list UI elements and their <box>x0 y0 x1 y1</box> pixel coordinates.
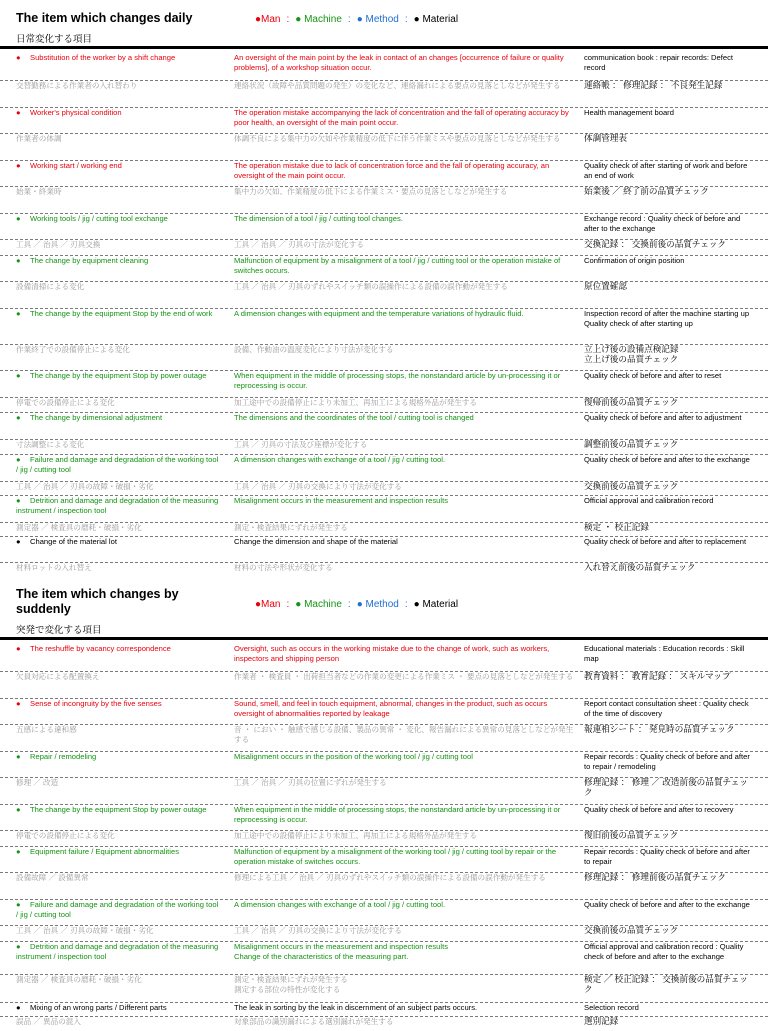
record-text: Quality check of before and after to replacement <box>584 537 747 546</box>
effect-text: 材料の寸法や形状が変化する <box>234 563 333 572</box>
cause-cell <box>16 482 221 492</box>
record-text: 体調管理表 <box>584 133 627 143</box>
bullet-icon: ● <box>16 699 21 708</box>
record-text: Quality check of before and after to the exchange <box>584 900 750 909</box>
cause-cell <box>16 725 221 735</box>
table-row <box>0 370 768 396</box>
table-row-japanese <box>0 777 768 803</box>
record-text: 検定 ・ 校正記録 <box>584 522 649 532</box>
cause-text: 欠員対応による配置換え <box>16 672 100 681</box>
legend-item: ● Material <box>413 599 459 610</box>
section-subtitle: 突発で変化する項目 <box>16 625 102 636</box>
cause-cell <box>16 214 221 224</box>
record-text: communication book : repair records: Defect record <box>584 53 733 72</box>
cause-cell <box>16 563 221 573</box>
legend-item: ● Machine <box>295 599 342 610</box>
bullet-icon: ● <box>16 496 21 505</box>
cause-text: The change by equipment cleaning <box>30 256 149 265</box>
table-row-japanese <box>0 925 768 940</box>
cause-cell <box>16 831 221 841</box>
effect-text: 連絡状況（故障や品質問題の発生）の変化など、連絡漏れによる要点の見落としなどが発生する <box>234 81 561 90</box>
cause-cell <box>16 975 221 985</box>
cause-cell <box>16 440 221 450</box>
table-row <box>0 804 768 830</box>
effect-text: 作業者 ・ 検査員 ・ 出荷担当者などの作業の変更による作業ミス ・ 要点の見落としなどが発生する <box>234 672 574 681</box>
table-row-japanese <box>0 974 768 1000</box>
record-text: Health management board <box>584 108 674 117</box>
cause-cell <box>16 537 221 547</box>
table-row <box>0 454 768 480</box>
effect-text: 工具 ／ 治具 ／ 刃具のずれやスイッチ類の誤操作による設備の誤作動が発生する <box>234 282 508 291</box>
cause-cell <box>16 81 221 91</box>
cause-cell <box>16 309 221 319</box>
bullet-icon: ● <box>16 805 21 814</box>
effect-text: The dimension of a tool / jig / cutting tool changes. <box>234 214 403 223</box>
record-text: 交換前後の品質チェック <box>584 481 679 491</box>
table-row <box>0 160 768 186</box>
cause-cell <box>16 53 221 63</box>
effect-text: The leak in sorting by the leak in discernment of an subject parts occurs. <box>234 1003 478 1012</box>
record-text: 始業後 ／ 終了前の品質チェック <box>584 186 709 196</box>
cause-text: Mixing of an wrong parts / Different parts <box>30 1003 167 1012</box>
record-text: Quality check of before and after to the exchange <box>584 455 750 464</box>
cause-cell <box>16 187 221 197</box>
cause-text: Detrition and damage and degradation of the measuring instrument / inspection tool <box>16 942 219 961</box>
record-text: Official approval and calibration record : Quality check of before and after to the exchange <box>584 942 744 961</box>
cause-cell <box>16 1003 221 1013</box>
cause-text: The reshuffle by vacancy correspondence <box>30 644 171 653</box>
cause-text: 停電での設備停止による変化 <box>16 831 115 840</box>
record-text: 調整前後の品質チェック <box>584 439 679 449</box>
legend-item: : <box>286 14 290 25</box>
effect-text: 音 ・ におい ・ 触感で感じる設備、製品の異常 ・ 変化、報告漏れによる異常の見落としなどが発生する <box>234 725 574 744</box>
record-text: Selection record <box>584 1003 639 1012</box>
effect-text: Oversight, such as occurs in the working mistake due to the change of work, such as workers, inspectors and shipping person <box>234 644 550 663</box>
effect-text: 設備、作動油の温度変化により寸法が変化する <box>234 345 394 354</box>
cause-text: 工具 ／ 治具 ／ 刃具の故障・破損・劣化 <box>16 482 154 491</box>
bullet-icon: ● <box>16 455 21 464</box>
bullet-icon: ● <box>16 644 21 653</box>
cause-text: Worker's physical condition <box>30 108 122 117</box>
cause-cell <box>16 942 221 961</box>
record-text: Confirmation of origin position <box>584 256 685 265</box>
record-text: Quality check of before and after to reset <box>584 371 722 380</box>
cause-cell <box>16 134 221 144</box>
cause-text: 寸法調整による変化 <box>16 440 85 449</box>
effect-text: 体調不良による集中力の欠如や作業精度の低下に伴う作業ミスや要点の見落としなどが発生する <box>234 134 561 143</box>
record-text: 原位置確認 <box>584 281 627 291</box>
cause-text: 始業・終業時 <box>16 187 62 196</box>
record-text: 立上げ後の設備点検記録 立上げ後の品質チェック <box>584 344 679 364</box>
record-text: 教育資料 ： 教育記録 ： スキルマップ <box>584 671 731 681</box>
legend-item: ●Man <box>255 14 281 25</box>
table-row-japanese <box>0 239 768 254</box>
effect-text: 修理による工具 ／ 治具 ／ 刃具のずれやスイッチ類の誤操作による設備の誤作動が発生する <box>234 873 546 882</box>
record-text: 復旧前後の品質チェック <box>584 830 679 840</box>
record-text: 交換前後の品質チェック <box>584 925 679 935</box>
table-row <box>0 846 768 872</box>
section-title: The item which changes daily <box>16 11 193 25</box>
table-row-japanese <box>0 133 768 159</box>
effect-text: Misalignment occurs in the position of the working tool / jig / cutting tool <box>234 752 473 761</box>
record-text: 修理記録 ： 修理前後の品質チェック <box>584 872 727 882</box>
effect-text: The dimensions and the coordinates of the tool / cutting tool is changed <box>234 413 474 422</box>
effect-text: When equipment in the middle of processing stops, the nonstandard article by un-processing it or reprocessing is occur. <box>234 371 561 390</box>
cause-cell <box>16 847 221 857</box>
record-text: Report contact consultation sheet : Quality check of the time of discovery <box>584 699 749 718</box>
cause-text: 修理 ／ 改造 <box>16 778 59 787</box>
table-row <box>0 412 768 438</box>
effect-text: 対象部品の識別漏れによる選別漏れが発生する <box>234 1017 394 1026</box>
cause-text: 停電での設備停止による変化 <box>16 398 115 407</box>
effect-text: 加工途中での設備停止により未加工、再加工による規格外品が発生する <box>234 398 477 407</box>
cause-text: 工具 ／ 治具 ／ 刃具の故障・破損・劣化 <box>16 926 154 935</box>
table-row-japanese <box>0 186 768 212</box>
bullet-icon: ● <box>16 847 21 856</box>
cause-text: 交替勤務による作業者の入れ替わり <box>16 81 138 90</box>
record-text: 交換記録 ： 交換前後の品質チェック <box>584 239 727 249</box>
table-row-japanese <box>0 872 768 898</box>
cause-cell <box>16 371 221 381</box>
effect-text: The operation mistake accompanying the lack of concentration and the fall of operating accuracy by poor health, an oversight of the main point occur. <box>234 108 569 127</box>
effect-text: 工具 ／ 治具 ／ 刃具の寸法が変化する <box>234 240 364 249</box>
section-subtitle-bar <box>0 623 768 640</box>
cause-text: Equipment failure / Equipment abnormalities <box>30 847 180 856</box>
legend-item: : <box>347 14 351 25</box>
table-row-japanese <box>0 397 768 412</box>
record-text: 修理記録 ： 修理 ／ 改造前後の品質チェック <box>584 777 748 797</box>
cause-cell <box>16 496 221 515</box>
record-text: 連絡帳 ： 修理記録 ： 不良発生記録 <box>584 80 723 90</box>
bullet-icon: ● <box>16 1003 21 1012</box>
legend-item: ● Method <box>356 14 399 25</box>
cause-cell <box>16 345 221 355</box>
bullet-icon: ● <box>16 108 21 117</box>
bullet-icon: ● <box>16 413 21 422</box>
cause-text: The change by dimensional adjustment <box>30 413 163 422</box>
cause-cell <box>16 900 221 919</box>
table-row-japanese <box>0 439 768 454</box>
effect-text: Sound, smell, and feel in touch equipment, abnormal, changes in the product, such as occurs oversight of abnormalities reported by leakage <box>234 699 548 718</box>
table-row-japanese <box>0 522 768 537</box>
effect-text: 工具 ／ 刃具の寸法及び座標が変化する <box>234 440 368 449</box>
legend-item: : <box>286 599 290 610</box>
cause-text: 測定器 ／ 検査具の磨耗・破損・劣化 <box>16 523 142 532</box>
bullet-icon: ● <box>16 942 21 951</box>
effect-text: 測定・検査結果にずれが発生する <box>234 523 348 532</box>
record-text: Quality check of after starting of work and before an end of work <box>584 161 748 180</box>
cause-cell <box>16 108 221 118</box>
record-text: Quality check of before and after to adjustment <box>584 413 742 422</box>
legend-item: ● Machine <box>295 14 342 25</box>
bullet-icon: ● <box>16 309 21 318</box>
table-row <box>0 941 768 975</box>
record-text: Inspection record of after the machine starting up Quality check of after starting up <box>584 309 750 328</box>
table-row <box>0 536 768 562</box>
cause-text: 材料ロットの入れ替え <box>16 563 92 572</box>
table-row <box>0 644 768 669</box>
legend <box>255 599 464 610</box>
cause-text: Sense of incongruity by the five senses <box>30 699 162 708</box>
table-row <box>0 1002 768 1017</box>
cause-text: Substitution of the worker by a shift change <box>30 53 176 62</box>
effect-text: Change the dimension and shape of the material <box>234 537 398 546</box>
cause-text: 作業者の体調 <box>16 134 62 143</box>
cause-cell <box>16 805 221 815</box>
cause-cell <box>16 699 221 709</box>
effect-text: The operation mistake due to lack of concentration force and the fall of operating accuracy, an oversight of the main point occur. <box>234 161 550 180</box>
effect-text: A dimension changes with exchange of a tool / jig / cutting tool. <box>234 900 446 909</box>
effect-text: Misalignment occurs in the measurement and inspection results <box>234 496 448 505</box>
table-row <box>0 698 768 724</box>
cause-text: Detrition and damage and degradation of the measuring instrument / inspection tool <box>16 496 219 515</box>
table-row-japanese <box>0 724 768 750</box>
legend-item: : <box>404 599 408 610</box>
cause-text: 設備清掃による変化 <box>16 282 85 291</box>
legend-item: ●Man <box>255 599 281 610</box>
cause-text: 設備故障 ／ 設備異常 <box>16 873 89 882</box>
table-row-japanese <box>0 481 768 496</box>
effect-text: 工具 ／ 治具 ／ 刃具の交換により寸法が変化する <box>234 482 402 491</box>
cause-text: Failure and damage and degradation of the working tool / jig / cutting tool <box>16 900 219 919</box>
table-row <box>0 899 768 925</box>
bullet-icon: ● <box>16 371 21 380</box>
cause-text: 作業終了での設備停止による変化 <box>16 345 130 354</box>
record-text: Exchange record : Quality check of before and after to the exchange <box>584 214 741 233</box>
table-row-japanese <box>0 562 768 577</box>
cause-cell <box>16 778 221 788</box>
bullet-icon: ● <box>16 752 21 761</box>
record-text: Official approval and calibration record <box>584 496 714 505</box>
legend-item: ● Method <box>356 599 399 610</box>
cause-cell <box>16 282 221 292</box>
table-row-japanese <box>0 281 768 307</box>
section-header <box>0 583 768 623</box>
bullet-icon: ● <box>16 53 21 62</box>
section-daily <box>0 6 768 572</box>
cause-text: 誤品 ／ 異品の混入 <box>16 1017 81 1026</box>
record-text: 入れ替え前後の品質チェック <box>584 562 696 572</box>
record-text: Repair records : Quality check of before and after to repair / remodeling <box>584 752 750 771</box>
section-subtitle-bar <box>0 32 768 49</box>
effect-text: 集中力の欠如、作業精度の低下による作業ミス・要点の見落としなどが発生する <box>234 187 508 196</box>
record-text: 選別記録 <box>584 1016 619 1026</box>
effect-text: 工具 ／ 治具 ／ 刃具の位置にずれが発生する <box>234 778 387 787</box>
effect-text: An oversight of the main point by the leak in contact of an changes [occurrence of failure or quality problems], of a workshop situation occur. <box>234 53 564 72</box>
table-row-japanese <box>0 344 768 370</box>
cause-text: 五感による違和感 <box>16 725 77 734</box>
table-row <box>0 751 768 777</box>
table-row <box>0 495 768 521</box>
table-row-japanese <box>0 80 768 106</box>
cause-cell <box>16 873 221 883</box>
legend-item: ● Material <box>413 14 459 25</box>
record-text: 復帰前後の品質チェック <box>584 397 679 407</box>
effect-text: 加工途中での設備停止により未加工、再加工による規格外品が発生する <box>234 831 477 840</box>
cause-cell <box>16 240 221 250</box>
cause-cell <box>16 1017 221 1027</box>
table-row <box>0 255 768 281</box>
cause-cell <box>16 413 221 423</box>
cause-cell <box>16 926 221 936</box>
cause-cell <box>16 455 221 474</box>
cause-text: 工具 ／ 治具 ／ 刃具交換 <box>16 240 101 249</box>
cause-cell <box>16 398 221 408</box>
legend-item: : <box>347 599 351 610</box>
effect-text: Misalignment occurs in the measurement and inspection results Change of the characteristics of the measuring part. <box>234 942 448 961</box>
cause-text: Failure and damage and degradation of the working tool / jig / cutting tool <box>16 455 219 474</box>
section-sudden <box>0 583 768 1026</box>
effect-text: Malfunction of equipment by a misalignment of a tool / jig / cutting tool or the operation mistake of switches occurs. <box>234 256 561 275</box>
cause-text: Change of the material lot <box>30 537 117 546</box>
table-row <box>0 53 768 78</box>
cause-text: The change by the equipment Stop by power outage <box>30 371 207 380</box>
bullet-icon: ● <box>16 256 21 265</box>
cause-cell <box>16 644 221 654</box>
effect-text: 測定・検査結果にずれが発生する 測定する部位の特性が変化する <box>234 975 348 994</box>
table-row-japanese <box>0 671 768 697</box>
table-row <box>0 107 768 133</box>
table-row <box>0 308 768 342</box>
section-subtitle: 日常変化する項目 <box>16 34 93 45</box>
cause-text: Working tools / jig / cutting tool exchange <box>30 214 168 223</box>
effect-text: Malfunction of equipment by a misalignment of the working tool / jig / cutting tool by repair or the operation mistake of switches occurs. <box>234 847 557 866</box>
bullet-icon: ● <box>16 161 21 170</box>
cause-text: Working start / working end <box>30 161 122 170</box>
bullet-icon: ● <box>16 537 21 546</box>
record-text: Repair records : Quality check of before and after to repair <box>584 847 750 866</box>
record-text: Educational materials : Education records : Skill map <box>584 644 745 663</box>
cause-text: The change by the equipment Stop by power outage <box>30 805 207 814</box>
cause-text: 測定器 ／ 検査具の磨耗・破損・劣化 <box>16 975 142 984</box>
legend <box>255 14 464 25</box>
record-text: Quality check of before and after to recovery <box>584 805 734 814</box>
cause-cell <box>16 523 221 533</box>
section-header <box>0 6 768 32</box>
table-row-japanese <box>0 830 768 845</box>
effect-text: A dimension changes with equipment and the temperature variations of hydraulic fluid. <box>234 309 524 318</box>
record-text: 報連相シート ： 発見時の品質チェック <box>584 724 735 734</box>
legend-item: : <box>404 14 408 25</box>
cause-text: Repair / remodeling <box>30 752 97 761</box>
cause-cell <box>16 256 221 266</box>
cause-cell <box>16 161 221 171</box>
table-row <box>0 213 768 239</box>
effect-text: When equipment in the middle of processing stops, the nonstandard article by un-processing it or reprocessing is occur. <box>234 805 561 824</box>
cause-cell <box>16 672 221 682</box>
bullet-icon: ● <box>16 214 21 223</box>
effect-text: 工具 ／ 治具 ／ 刃具の交換により寸法が変化する <box>234 926 402 935</box>
bullet-icon: ● <box>16 900 21 909</box>
section-title: The item which changes by suddenly <box>16 587 179 616</box>
record-text: 検定 ／ 校正記録 ： 交換前後の品質チェック <box>584 974 748 994</box>
cause-text: The change by the equipment Stop by the end of work <box>30 309 213 318</box>
effect-text: A dimension changes with exchange of a tool / jig / cutting tool. <box>234 455 446 464</box>
cause-cell <box>16 752 221 762</box>
